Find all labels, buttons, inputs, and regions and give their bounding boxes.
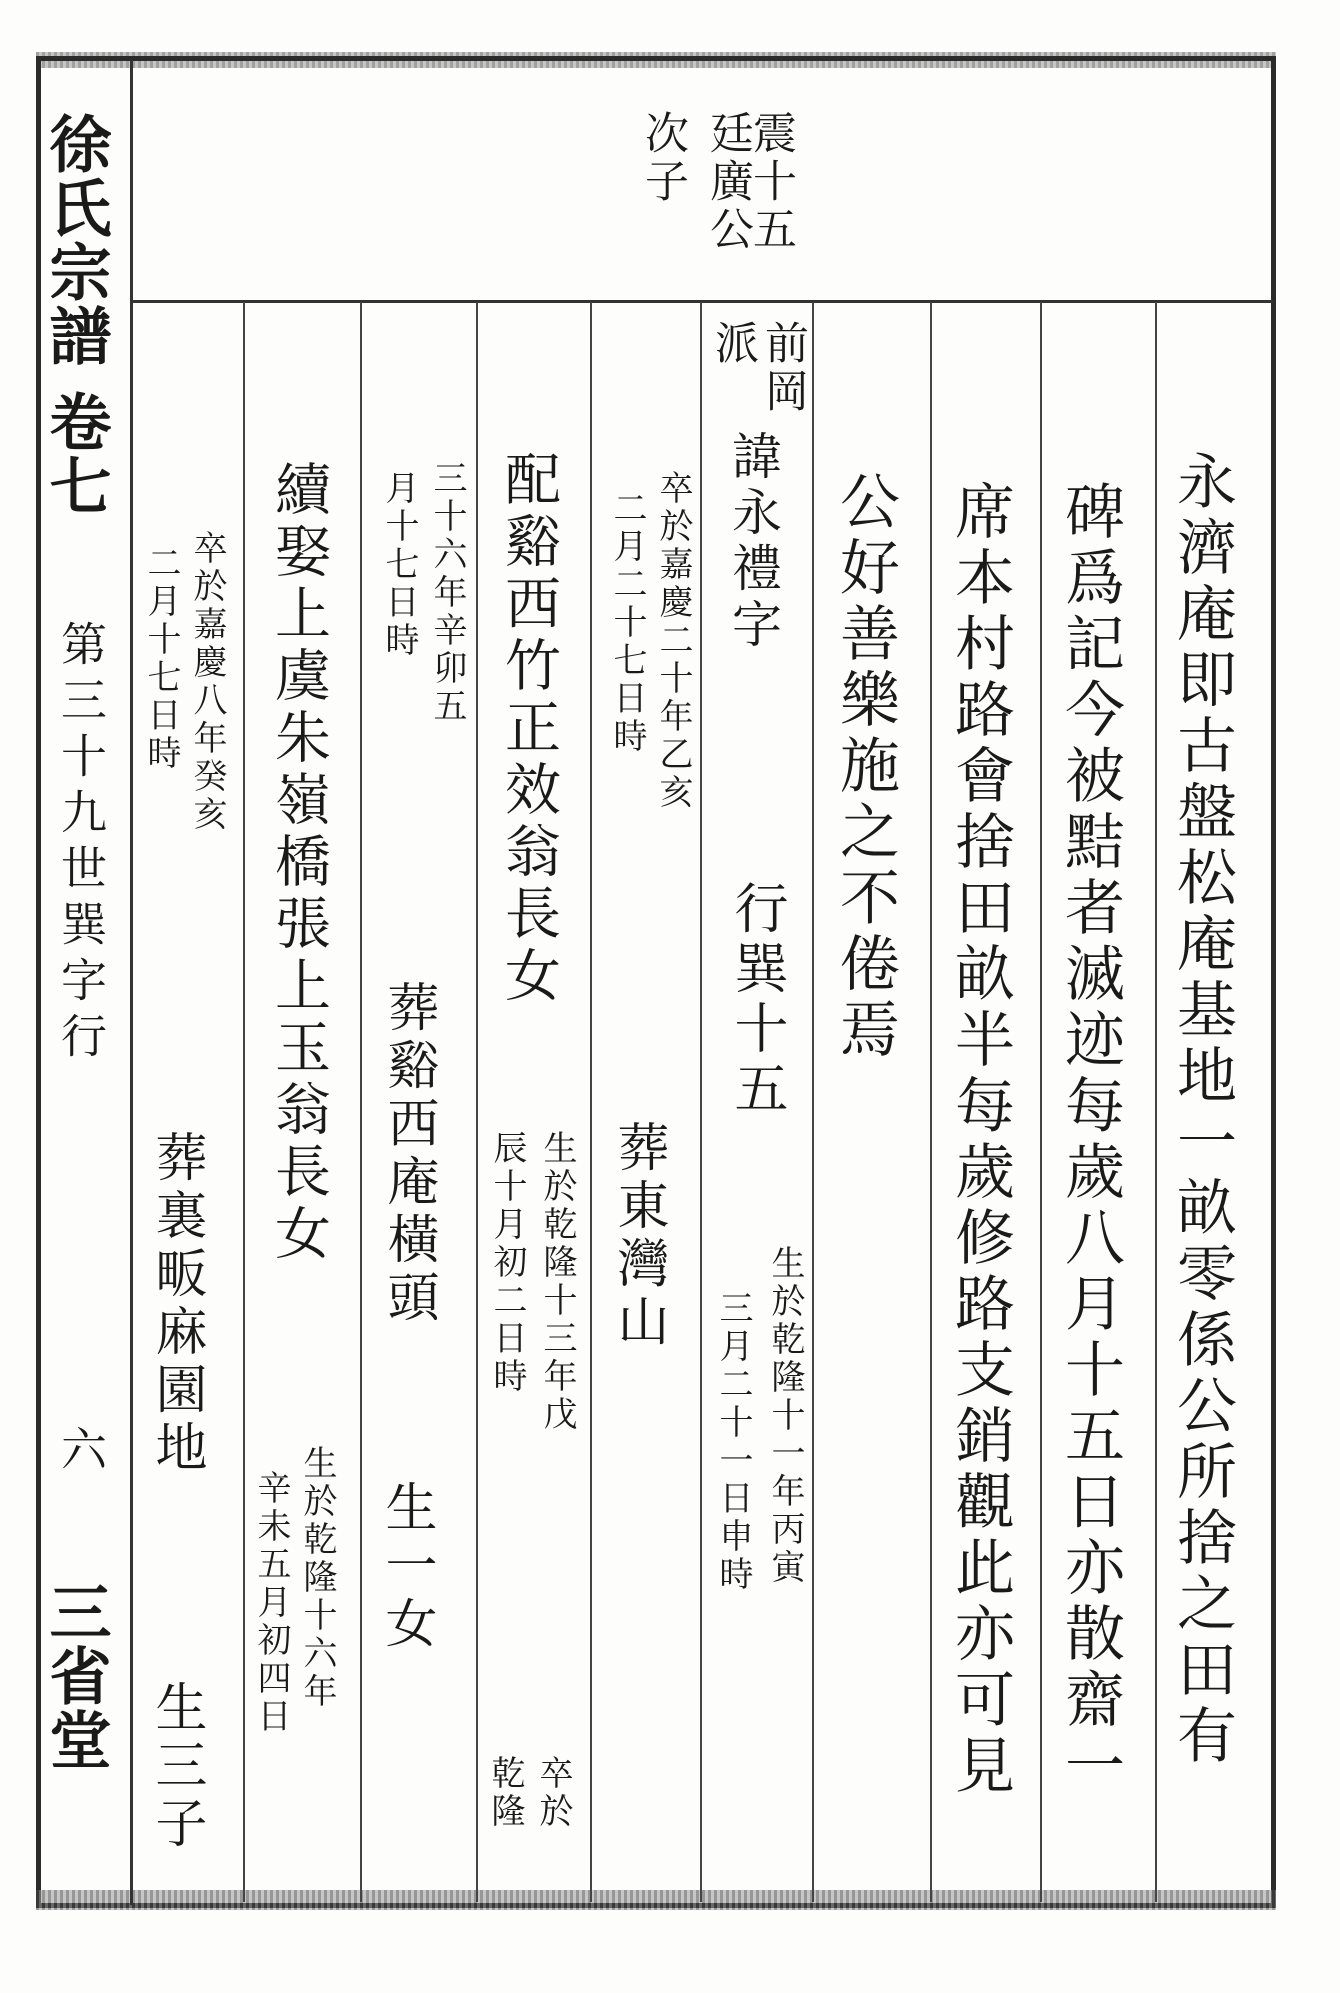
page-number: 六 xyxy=(54,1425,108,1481)
entry-birth-b: 三月二十一日申時 xyxy=(713,1290,753,1594)
entry-name: 諱永禮字 xyxy=(724,430,782,654)
spine-generation: 第三十九世巽字行 xyxy=(54,620,108,1068)
header-line2: 廷廣公 xyxy=(702,110,753,254)
text-column-2: 碑爲記今被黠者滅迹每歲八月十五日亦散齋一 xyxy=(1055,480,1125,1800)
entry-branch: 前岡 xyxy=(757,320,808,416)
column-rule xyxy=(243,302,245,1902)
wife1-burial: 葬谿西庵橫頭 xyxy=(378,980,438,1328)
wife2-burial: 葬裏畈麻園地 xyxy=(146,1130,206,1478)
column-rule xyxy=(1155,302,1157,1902)
column-rule xyxy=(360,302,362,1902)
text-column-3: 席本村路會捨田畝半每歲修路支銷觀此亦可見 xyxy=(945,480,1015,1800)
wife1-death-a: 卒於 xyxy=(533,1755,573,1831)
column-rule xyxy=(476,302,478,1902)
header-line3: 次子 xyxy=(637,110,688,206)
wife2-children: 生三子 xyxy=(146,1680,206,1854)
spine-title: 徐氏宗譜 xyxy=(39,112,112,368)
wife1: 配谿西竹正效翁長女 xyxy=(496,450,561,1008)
bottom-border xyxy=(36,1890,1276,1910)
entry-death-a: 卒於嘉慶二十年乙亥 xyxy=(653,470,693,812)
header-divider xyxy=(133,300,1273,303)
entry-burial: 葬東灣山 xyxy=(608,1120,668,1352)
wife2-birth-a: 生於乾隆十六年 xyxy=(297,1445,337,1711)
wife1-birth-b: 辰十月初二日時 xyxy=(487,1130,527,1396)
column-rule xyxy=(930,302,932,1902)
entry-branch-pai: 派 xyxy=(707,320,758,368)
column-rule xyxy=(812,302,814,1902)
column-rule xyxy=(1040,302,1042,1902)
wife1-death-b: 乾隆 xyxy=(485,1755,525,1831)
hall-name: 三省堂 xyxy=(39,1580,112,1772)
wife2-death-a: 卒於嘉慶八年癸亥 xyxy=(187,530,227,834)
wife2: 續娶上虞朱嶺橋張上玉翁長女 xyxy=(266,460,331,1266)
wife1-death-c: 三十六年辛卯五 xyxy=(427,460,467,726)
text-column-1: 永濟庵即古盤松庵基地一畝零係公所捨之田有 xyxy=(1167,450,1237,1770)
column-rule xyxy=(590,302,592,1902)
wife1-children: 生一女 xyxy=(376,1480,436,1654)
header-line1: 震十五 xyxy=(745,110,796,254)
wife2-birth-b: 辛未五月初四日 xyxy=(251,1470,291,1736)
entry-birth-a: 生於乾隆十一年丙寅 xyxy=(765,1245,805,1587)
wife1-death-d: 月十七日時 xyxy=(379,470,419,660)
wife2-death-b: 二月十七日時 xyxy=(141,545,181,773)
entry-rank: 行巽十五 xyxy=(726,880,789,1120)
spine-divider xyxy=(130,60,133,1905)
text-column-4: 公好善樂施之不倦焉 xyxy=(830,470,900,1064)
entry-death-b: 二月二十七日時 xyxy=(607,490,647,756)
spine-volume: 卷七 xyxy=(39,390,112,518)
wife1-birth-a: 生於乾隆十三年戊 xyxy=(537,1130,577,1434)
column-rule xyxy=(700,302,702,1902)
